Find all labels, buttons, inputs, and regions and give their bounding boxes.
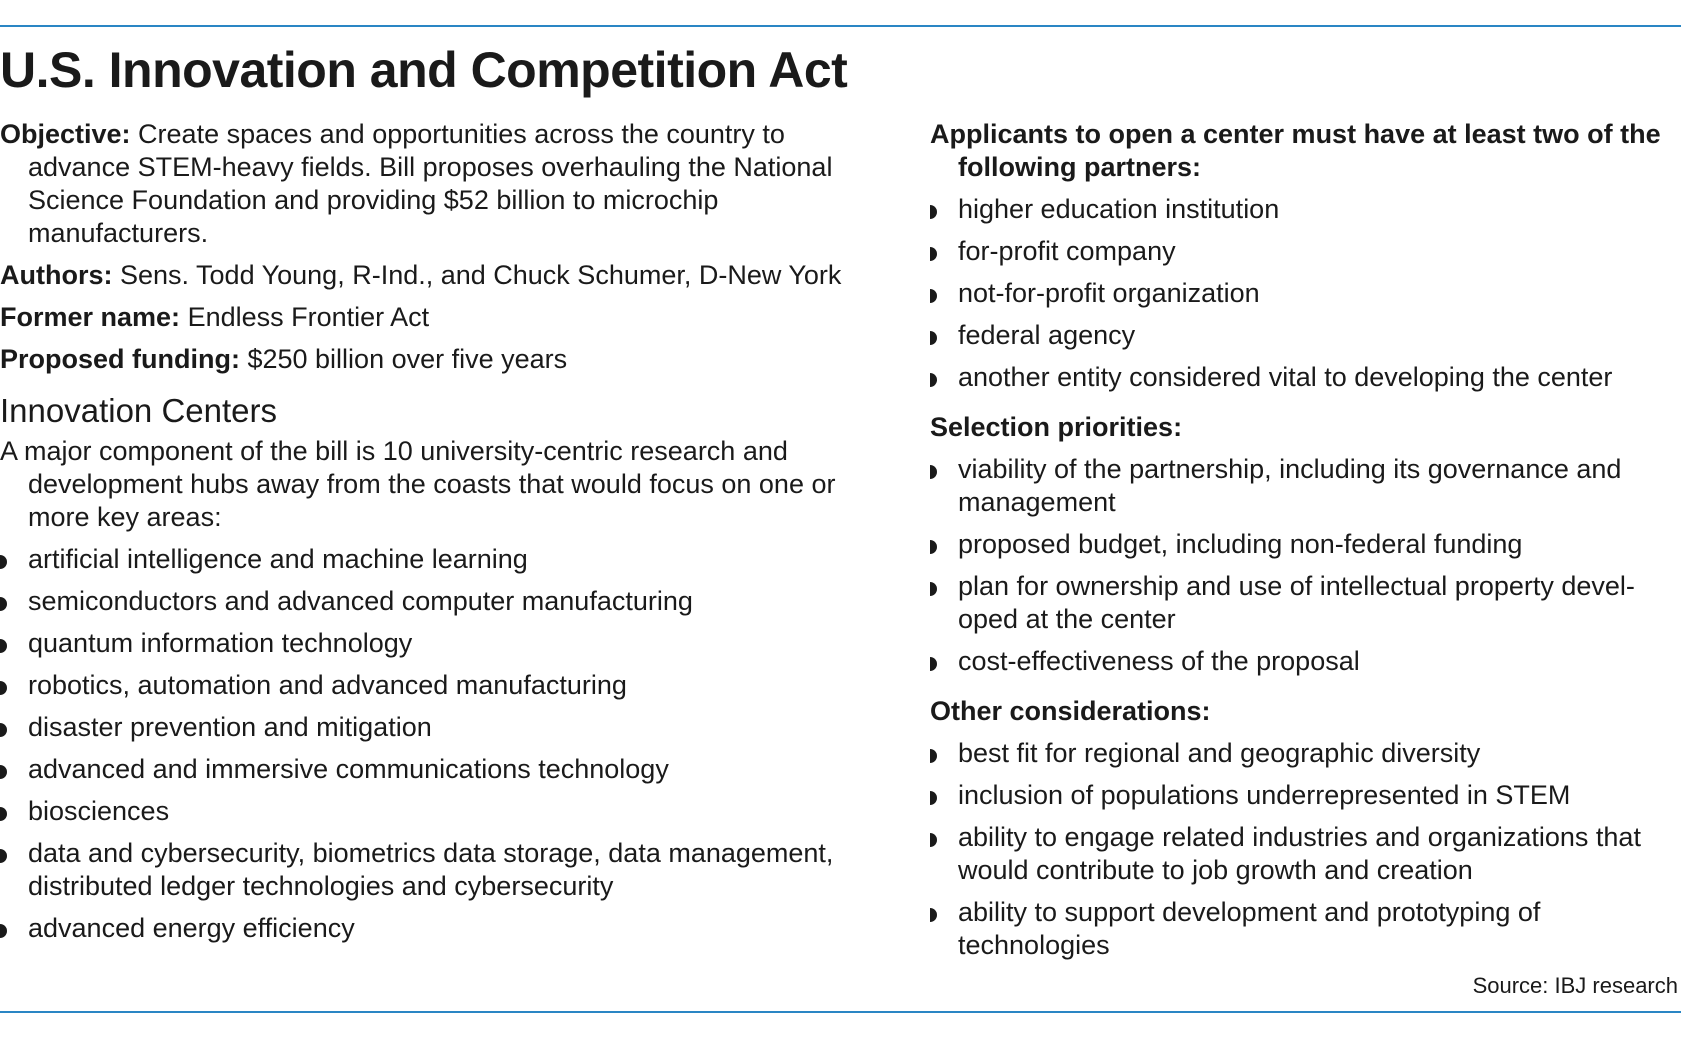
list-item-text: semiconductors and advanced computer manufacturing xyxy=(28,586,693,616)
authors-label: Authors: xyxy=(0,260,113,290)
authors-text: Sens. Todd Young, R-Ind., and Chuck Schumer, D-New York xyxy=(112,260,842,290)
list-item xyxy=(930,896,1678,962)
half-circle-bullet-icon xyxy=(930,791,937,805)
partners-list xyxy=(930,193,1678,394)
half-circle-bullet-icon xyxy=(0,924,7,938)
objective-text: Create spaces and opportunities across the country to advance STEM-heavy fields. Bill proposes overhauling the National Science Foundation and providing $52 billion to microchip manufacturers. xyxy=(28,119,833,248)
list-item xyxy=(0,912,890,945)
left-column xyxy=(0,118,890,954)
half-circle-bullet-icon xyxy=(0,555,7,569)
list-item xyxy=(930,277,1678,310)
list-item xyxy=(930,235,1678,268)
half-circle-bullet-icon xyxy=(0,807,7,821)
other-considerations-list xyxy=(930,737,1678,962)
list-item-text: another entity considered vital to developing the center xyxy=(958,362,1613,392)
list-item xyxy=(0,543,890,576)
innovation-centers-intro: A major component of the bill is 10 university-centric research and development hubs away from the coasts that would focus on one or more key areas: xyxy=(0,436,836,532)
half-circle-bullet-icon xyxy=(930,833,937,847)
half-circle-bullet-icon xyxy=(0,765,7,779)
partners-heading: Applicants to open a center must have at least two of the following partners: xyxy=(930,119,1661,182)
list-item-text: robotics, automation and advanced manufacturing xyxy=(28,670,627,700)
list-item-text: quantum information technology xyxy=(28,628,413,658)
list-item-text: cost-effectiveness of the proposal xyxy=(958,646,1360,676)
list-item-text: ability to engage related industries and organizations that would contribute to job growth and creation xyxy=(958,822,1641,885)
list-item xyxy=(930,193,1678,226)
list-item-text: for-profit company xyxy=(958,236,1176,266)
half-circle-bullet-icon xyxy=(0,597,7,611)
list-item xyxy=(930,570,1678,636)
list-item-text: biosciences xyxy=(28,796,170,826)
list-item xyxy=(930,737,1678,770)
list-item xyxy=(0,585,890,618)
objective-paragraph xyxy=(0,118,890,250)
list-item-text: advanced and immersive communications technology xyxy=(28,754,669,784)
half-circle-bullet-icon xyxy=(930,205,937,219)
funding-text: $250 billion over five years xyxy=(239,344,568,374)
half-circle-bullet-icon xyxy=(930,657,937,671)
selection-priorities-heading: Selection priorities: xyxy=(930,412,1183,442)
former-name-text: Endless Frontier Act xyxy=(180,302,430,332)
half-circle-bullet-icon xyxy=(930,465,937,479)
list-item-text: artificial intelligence and machine learning xyxy=(28,544,528,574)
list-item-text: inclusion of populations underrepresented in STEM xyxy=(958,780,1571,810)
list-item xyxy=(0,837,890,903)
list-item xyxy=(930,361,1678,394)
top-rule xyxy=(0,25,1681,27)
bottom-rule xyxy=(0,1011,1681,1013)
right-column xyxy=(930,118,1678,971)
list-item xyxy=(930,528,1678,561)
half-circle-bullet-icon xyxy=(930,749,937,763)
list-item-text: federal agency xyxy=(958,320,1136,350)
list-item-text: ability to support development and prototyping of technologies xyxy=(958,897,1541,960)
list-item xyxy=(0,753,890,786)
half-circle-bullet-icon xyxy=(930,289,937,303)
list-item-text: advanced energy efficiency xyxy=(28,913,355,943)
other-considerations-heading: Other considerations: xyxy=(930,696,1211,726)
funding-label: Proposed funding: xyxy=(0,344,240,374)
list-item-text: best fit for regional and geographic diversity xyxy=(958,738,1481,768)
authors-paragraph xyxy=(0,259,890,292)
half-circle-bullet-icon xyxy=(930,373,937,387)
list-item xyxy=(0,711,890,744)
list-item-text: proposed budget, including non-federal funding xyxy=(958,529,1523,559)
list-item xyxy=(930,453,1678,519)
list-item-text: not-for-profit organization xyxy=(958,278,1260,308)
half-circle-bullet-icon xyxy=(0,681,7,695)
key-areas-list xyxy=(0,543,890,945)
funding-paragraph xyxy=(0,343,890,376)
page-title: U.S. Innovation and Competition Act xyxy=(0,42,848,98)
half-circle-bullet-icon xyxy=(0,639,7,653)
half-circle-bullet-icon xyxy=(930,908,937,922)
list-item xyxy=(930,821,1678,887)
half-circle-bullet-icon xyxy=(930,540,937,554)
list-item xyxy=(930,319,1678,352)
objective-label: Objective: xyxy=(0,119,131,149)
list-item-text: data and cybersecurity, biometrics data storage, data management, distributed ledger technologies and cybersecurity xyxy=(28,838,834,901)
former-name-label: Former name: xyxy=(0,302,181,332)
half-circle-bullet-icon xyxy=(0,723,7,737)
list-item-text: plan for ownership and use of intellectual property developed at the center xyxy=(958,571,1635,634)
half-circle-bullet-icon xyxy=(930,331,937,345)
list-item-text: higher education institution xyxy=(958,194,1280,224)
list-item xyxy=(0,669,890,702)
half-circle-bullet-icon xyxy=(930,582,937,596)
list-item xyxy=(0,795,890,828)
half-circle-bullet-icon xyxy=(0,849,7,863)
list-item xyxy=(0,627,890,660)
list-item-text: viability of the partnership, including its governance and management xyxy=(958,454,1622,517)
former-name-paragraph xyxy=(0,301,890,334)
list-item xyxy=(930,645,1678,678)
selection-priorities-list xyxy=(930,453,1678,678)
source-credit: Source: IBJ research xyxy=(1472,973,1678,998)
list-item xyxy=(930,779,1678,812)
half-circle-bullet-icon xyxy=(930,247,937,261)
list-item-text: disaster prevention and mitigation xyxy=(28,712,432,742)
innovation-centers-heading: Innovation Centers xyxy=(0,392,278,429)
